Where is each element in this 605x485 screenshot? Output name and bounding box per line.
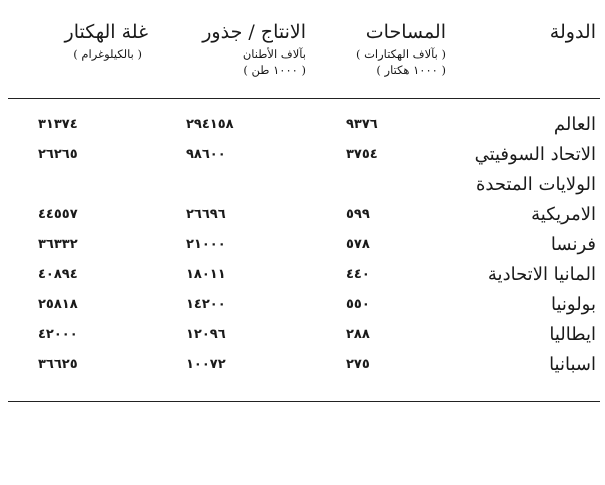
spacer-row bbox=[8, 99, 600, 110]
header-row bbox=[8, 18, 600, 99]
country-cell: بولونيا bbox=[550, 293, 596, 315]
header-production-unit-note: ( ١٠٠٠ طن ) bbox=[243, 63, 306, 77]
country-cell: الاتحاد السوفيتي bbox=[474, 143, 596, 165]
header-yield bbox=[8, 18, 148, 99]
yield-cell: ٤٠٨٩٤ bbox=[38, 266, 78, 282]
table-row bbox=[8, 289, 600, 319]
header-yield-unit: ( بالكيلوغرام ) bbox=[73, 47, 142, 61]
yield-cell: ٤٤٥٥٧ bbox=[38, 206, 78, 222]
production-cell: ٩٨٦٠٠ bbox=[186, 146, 226, 162]
production-cell: ١٠٠٧٢ bbox=[186, 356, 226, 372]
area-cell: ٥٩٩ bbox=[346, 206, 370, 222]
production-cell: ١٨٠١١ bbox=[186, 266, 226, 282]
table-row bbox=[8, 259, 600, 289]
table-row bbox=[8, 109, 600, 139]
header-area-title: المساحات bbox=[365, 21, 446, 43]
table-row bbox=[8, 169, 600, 199]
table-row bbox=[8, 319, 600, 349]
yield-cell: ٣٦٦٢٥ bbox=[38, 356, 78, 372]
production-cell: ١٢٠٩٦ bbox=[186, 326, 226, 342]
header-production-title: الانتاج / جذور bbox=[202, 21, 306, 43]
production-cell: ٢٩٤١٥٨ bbox=[186, 116, 234, 132]
area-cell: ٥٥٠ bbox=[346, 296, 370, 312]
area-cell: ٥٧٨ bbox=[346, 236, 370, 252]
area-cell: ٩٣٧٦ bbox=[346, 116, 378, 132]
country-cell: فرنسا bbox=[550, 233, 596, 255]
yield-cell bbox=[8, 169, 148, 199]
header-production bbox=[148, 18, 312, 99]
production-cell: ١٤٢٠٠ bbox=[186, 296, 226, 312]
country-cell: العالم bbox=[553, 113, 596, 135]
yield-cell: ٤٢٠٠٠ bbox=[38, 326, 78, 342]
production-cell bbox=[148, 169, 312, 199]
yield-cell: ٢٦٢٦٥ bbox=[38, 146, 78, 162]
table-row bbox=[8, 139, 600, 169]
header-production-unit: بآلاف الأطنان bbox=[242, 47, 306, 61]
header-area bbox=[312, 18, 450, 99]
area-cell bbox=[312, 169, 450, 199]
country-cell: اسبانيا bbox=[549, 353, 596, 375]
table-row bbox=[8, 229, 600, 259]
production-cell: ٢٦٦٩٦ bbox=[186, 206, 226, 222]
table-bottom-rule bbox=[8, 379, 600, 402]
header-yield-title: غلة الهكتار bbox=[64, 21, 148, 43]
country-cell: الامريكية bbox=[531, 203, 596, 225]
area-cell: ٤٤٠ bbox=[346, 266, 370, 282]
table-row bbox=[8, 349, 600, 379]
header-area-unit-note: ( ١٠٠٠ هكتار ) bbox=[376, 63, 446, 77]
yield-cell: ٣٦٣٣٢ bbox=[38, 236, 78, 252]
table-row bbox=[8, 199, 600, 229]
header-area-unit: ( بآلاف الهكتارات ) bbox=[355, 47, 446, 61]
yield-cell: ٣١٣٧٤ bbox=[38, 116, 78, 132]
header-country-title: الدولة bbox=[549, 21, 596, 43]
potato-statistics-table bbox=[8, 18, 600, 402]
area-cell: ٢٨٨ bbox=[346, 326, 370, 342]
country-cell: الولايات المتحدة bbox=[475, 173, 596, 195]
header-country bbox=[450, 18, 600, 99]
country-cell: ايطاليا bbox=[549, 323, 596, 345]
yield-cell: ٢٥٨١٨ bbox=[38, 296, 78, 312]
area-cell: ٣٧٥٤ bbox=[346, 146, 378, 162]
production-cell: ٢١٠٠٠ bbox=[186, 236, 226, 252]
area-cell: ٢٧٥ bbox=[346, 356, 370, 372]
country-cell: المانيا الاتحادية bbox=[487, 263, 596, 285]
